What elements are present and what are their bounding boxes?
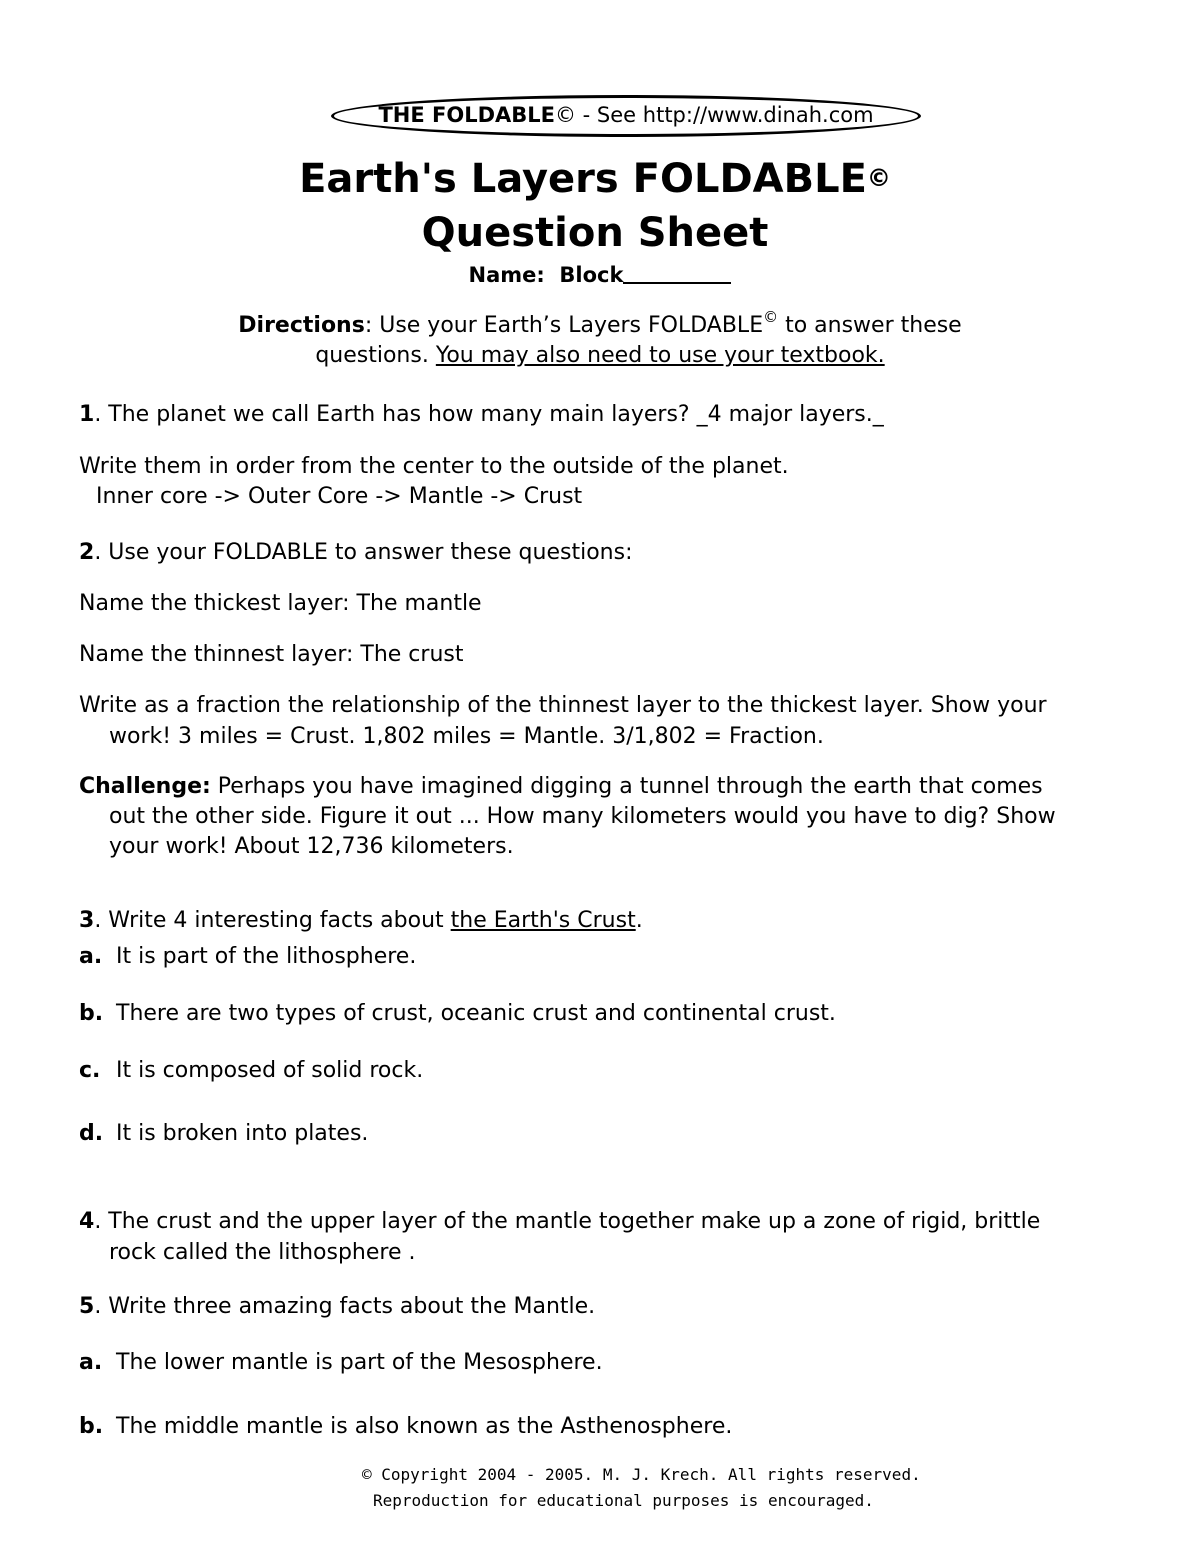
directions-line-1 (0, 308, 1200, 341)
list-item-text: The middle mantle is also known as the Asthenosphere. (116, 1414, 733, 1439)
list-item-letter: d. (79, 1121, 104, 1146)
banner-link-text: - See http://www.dinah.com (576, 103, 874, 127)
list-item-letter: a. (79, 1350, 103, 1375)
fraction-answer: work! 3 miles = Crust. 1,802 miles = Mantle. 3/1,802 = Fraction. (109, 724, 824, 749)
list-item (79, 1412, 732, 1442)
question-1-order-prompt: Write them in order from the center to the outside of the planet. (79, 454, 789, 479)
challenge-line-1 (79, 772, 1043, 802)
list-item-letter: b. (79, 1414, 104, 1439)
question-5-number: 5 (79, 1294, 95, 1319)
question-2 (79, 538, 632, 568)
question-3 (79, 906, 643, 936)
footer-copyright: © Copyright 2004 - 2005. M. J. Krech. All rights reserved. (362, 1465, 921, 1484)
list-item-letter: a. (79, 944, 103, 969)
list-item-text: It is part of the lithosphere. (116, 944, 417, 969)
list-item-letter: b. (79, 1001, 104, 1026)
question-1-order-answer: Inner core -> Outer Core -> Mantle -> Crust (96, 484, 583, 509)
block-label: Block (559, 263, 624, 287)
question-3-text: . Write 4 interesting facts about (94, 908, 451, 933)
question-4-line-2: rock called the lithosphere . (109, 1240, 416, 1265)
list-item-text: There are two types of crust, oceanic crust and continental crust. (116, 1001, 836, 1026)
name-block-line (0, 262, 1200, 287)
question-3-underlined: the Earth's Crust (450, 908, 636, 933)
directions-text-2: to answer these (778, 313, 962, 338)
question-5-text: . Write three amazing facts about the Mantle. (94, 1294, 596, 1319)
directions-text-3: questions. (315, 343, 436, 368)
list-item-text: It is composed of solid rock. (116, 1058, 424, 1083)
list-item-text: It is broken into plates. (116, 1121, 369, 1146)
block-blank (623, 262, 731, 284)
thinnest-layer-answer: Name the thinnest layer: The crust (79, 642, 464, 667)
list-item-text: The lower mantle is part of the Mesosphere. (116, 1350, 603, 1375)
list-item (79, 1056, 423, 1086)
challenge-line-2: out the other side. Figure it out ... How many kilometers would you have to dig? Show (109, 804, 1056, 829)
question-3-number: 3 (79, 908, 95, 933)
directions-line-2 (0, 341, 1200, 371)
thickest-layer-answer: Name the thickest layer: The mantle (79, 591, 482, 616)
list-item (79, 1119, 368, 1149)
challenge-line-3: your work! About 12,736 kilometers. (109, 834, 514, 859)
list-item-letter: c. (79, 1058, 101, 1083)
title-line-1: Earth's Layers FOLDABLE (299, 156, 867, 202)
challenge-label: Challenge: (79, 774, 211, 799)
question-2-number: 2 (79, 540, 95, 565)
name-label: Name: (468, 263, 545, 287)
banner (335, 103, 917, 127)
list-item (79, 999, 836, 1029)
question-4 (79, 1207, 1040, 1237)
question-4-text: . The crust and the upper layer of the mantle together make up a zone of rigid, brittle (94, 1209, 1041, 1234)
question-5 (79, 1292, 595, 1322)
footer-reproduction: Reproduction for educational purposes is encouraged. (373, 1491, 874, 1510)
question-1-text: . The planet we call Earth has how many main layers? _4 major layers._ (94, 402, 884, 427)
directions-text-1: : Use your Earth’s Layers FOLDABLE (364, 313, 764, 338)
page-subtitle: Question Sheet (421, 210, 769, 256)
question-2-text: . Use your FOLDABLE to answer these questions: (94, 540, 633, 565)
list-item (79, 942, 416, 972)
list-item (79, 1348, 603, 1378)
page-title (0, 156, 1190, 202)
question-1 (79, 400, 884, 430)
banner-copyright: © (555, 103, 576, 127)
question-4-number: 4 (79, 1209, 95, 1234)
directions-underlined: You may also need to use your textbook. (435, 343, 885, 368)
directions-copyright: © (763, 308, 779, 326)
banner-brand: THE FOLDABLE (378, 103, 555, 127)
title-copyright: © (866, 164, 891, 192)
question-1-number: 1 (79, 402, 95, 427)
fraction-prompt: Write as a fraction the relationship of the thinnest layer to the thickest layer. Show your (79, 693, 1047, 718)
directions-label: Directions (238, 313, 365, 338)
question-3-end: . (635, 908, 643, 933)
challenge-text-1: Perhaps you have imagined digging a tunnel through the earth that comes (210, 774, 1043, 799)
